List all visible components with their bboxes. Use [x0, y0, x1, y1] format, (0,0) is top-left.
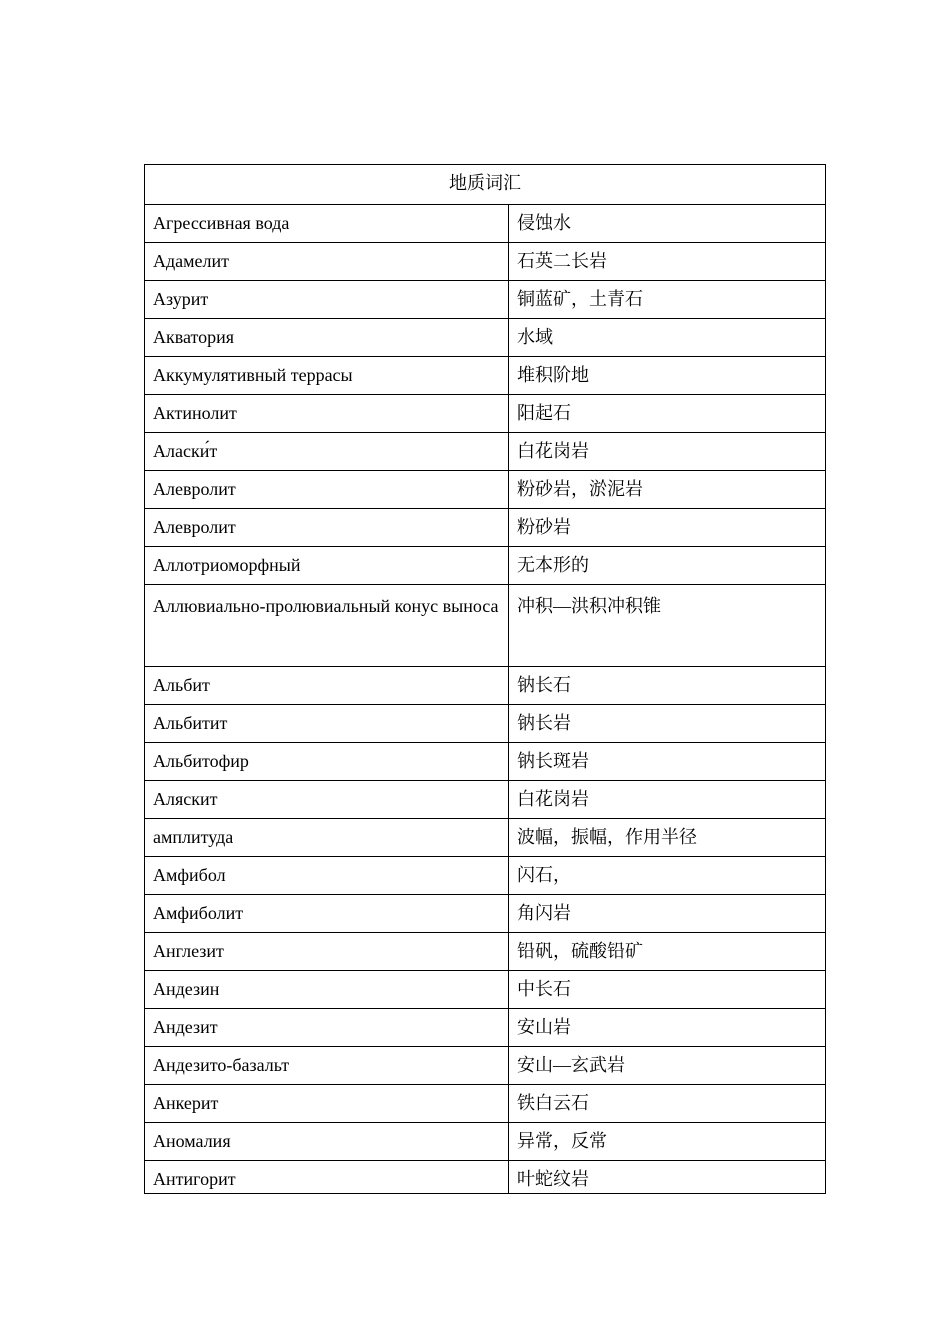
table-row	[145, 395, 826, 433]
russian-term: Адамелит	[145, 243, 509, 281]
table-row	[145, 281, 826, 319]
russian-term: Аляскит	[145, 781, 509, 819]
russian-term: Андезит	[145, 1009, 509, 1047]
table-row	[145, 895, 826, 933]
table-row	[145, 1085, 826, 1123]
table-row	[145, 433, 826, 471]
chinese-term: 水域	[509, 319, 826, 357]
table-row	[145, 243, 826, 281]
russian-term: Аллювиально-пролювиальный конус выноса	[145, 585, 509, 667]
chinese-term: 堆积阶地	[509, 357, 826, 395]
table-row	[145, 857, 826, 895]
russian-term: Альбит	[145, 667, 509, 705]
chinese-term: 波幅，振幅，作用半径	[509, 819, 826, 857]
chinese-term: 无本形的	[509, 547, 826, 585]
table-row	[145, 1123, 826, 1161]
russian-term: Алевролит	[145, 471, 509, 509]
glossary-table	[144, 164, 826, 1194]
russian-term: Аллотриоморфный	[145, 547, 509, 585]
chinese-term: 侵蚀水	[509, 205, 826, 243]
chinese-term: 白花岗岩	[509, 433, 826, 471]
chinese-term: 冲积—洪积冲积锥	[509, 585, 826, 667]
table-row	[145, 319, 826, 357]
chinese-term: 铜蓝矿，土青石	[509, 281, 826, 319]
chinese-term: 白花岗岩	[509, 781, 826, 819]
table-title-row	[145, 165, 826, 205]
table-row	[145, 1047, 826, 1085]
russian-term: Аласки́т	[145, 433, 509, 471]
russian-term: Амфибол	[145, 857, 509, 895]
table-row	[145, 471, 826, 509]
table-row	[145, 971, 826, 1009]
russian-term: Алевролит	[145, 509, 509, 547]
russian-term: Андезито-базальт	[145, 1047, 509, 1085]
table-row	[145, 1161, 826, 1194]
russian-term: амплитуда	[145, 819, 509, 857]
table-row	[145, 357, 826, 395]
chinese-term: 铅矾，硫酸铅矿	[509, 933, 826, 971]
table-row	[145, 509, 826, 547]
russian-term: Агрессивная вода	[145, 205, 509, 243]
russian-term: Антигорит	[145, 1161, 509, 1194]
chinese-term: 闪石，	[509, 857, 826, 895]
chinese-term: 钠长斑岩	[509, 743, 826, 781]
chinese-term: 阳起石	[509, 395, 826, 433]
table-row	[145, 933, 826, 971]
russian-term: Азурит	[145, 281, 509, 319]
russian-term: Альбитит	[145, 705, 509, 743]
chinese-term: 钠长岩	[509, 705, 826, 743]
chinese-term: 钠长石	[509, 667, 826, 705]
chinese-term: 石英二长岩	[509, 243, 826, 281]
russian-term: Амфиболит	[145, 895, 509, 933]
table-row	[145, 667, 826, 705]
table-row	[145, 781, 826, 819]
table-row	[145, 205, 826, 243]
chinese-term: 粉砂岩，淤泥岩	[509, 471, 826, 509]
russian-term: Англезит	[145, 933, 509, 971]
russian-term: Альбитофир	[145, 743, 509, 781]
russian-term: Аномалия	[145, 1123, 509, 1161]
table-row	[145, 585, 826, 667]
chinese-term: 粉砂岩	[509, 509, 826, 547]
chinese-term: 叶蛇纹岩	[509, 1161, 826, 1194]
table-row	[145, 743, 826, 781]
table-title: 地质词汇	[145, 165, 826, 205]
chinese-term: 安山—玄武岩	[509, 1047, 826, 1085]
chinese-term: 异常，反常	[509, 1123, 826, 1161]
chinese-term: 铁白云石	[509, 1085, 826, 1123]
russian-term: Анкерит	[145, 1085, 509, 1123]
table-row	[145, 705, 826, 743]
russian-term: Акватория	[145, 319, 509, 357]
russian-term: Аккумулятивный террасы	[145, 357, 509, 395]
table-row	[145, 1009, 826, 1047]
chinese-term: 中长石	[509, 971, 826, 1009]
chinese-term: 角闪岩	[509, 895, 826, 933]
russian-term: Андезин	[145, 971, 509, 1009]
russian-term: Актинолит	[145, 395, 509, 433]
chinese-term: 安山岩	[509, 1009, 826, 1047]
table-row	[145, 547, 826, 585]
table-row	[145, 819, 826, 857]
